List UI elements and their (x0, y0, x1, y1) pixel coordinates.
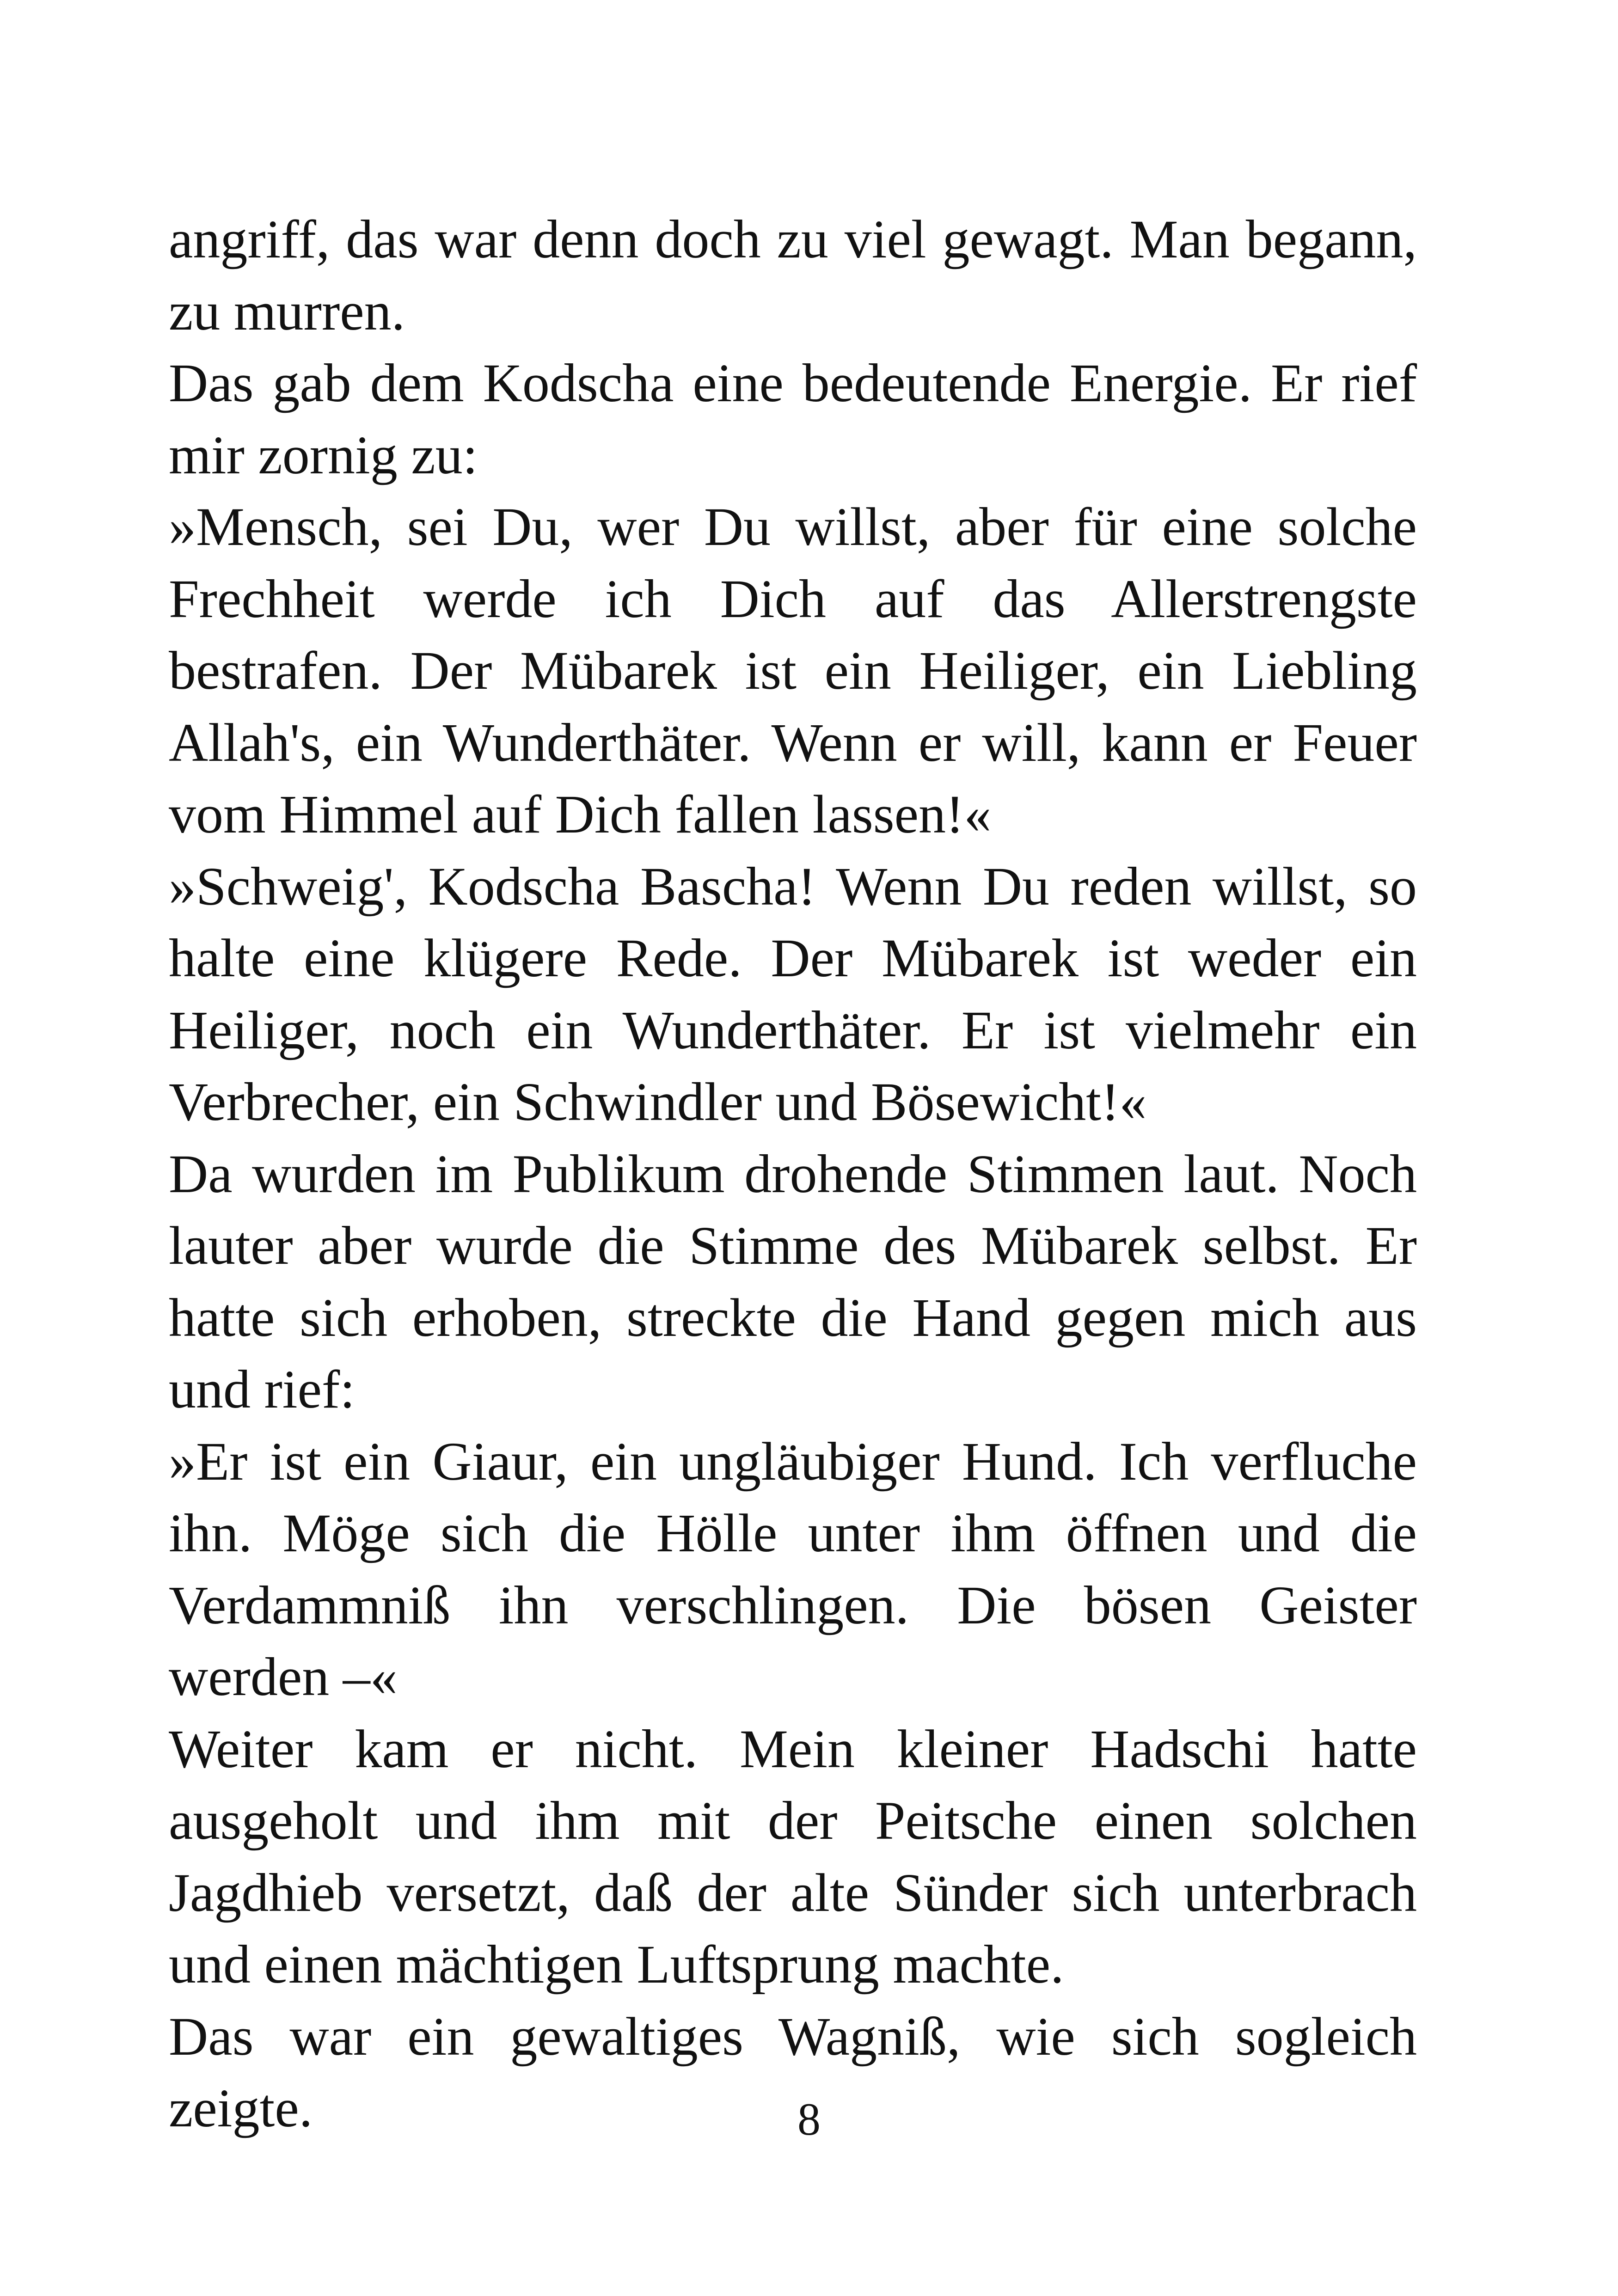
paragraph: Das war ein gewaltiges Wagniß, wie sich sogleich zeigte. (169, 2006, 1417, 2138)
page-number: 8 (797, 2094, 821, 2145)
paragraph: Das gab dem Kodscha eine bedeutende Energie. Er rief mir zornig zu: (169, 353, 1417, 485)
paragraph: »Mensch, sei Du, wer Du willst, aber für eine solche Frechheit werde ich Dich auf das Allerstrengste bestrafen. Der Mübarek ist ein Heiliger, ein Liebling Allah's, ein Wunderthäter. Wenn er will, kann er Feuer vom Himmel auf Dich fallen lassen!« (169, 496, 1417, 845)
body-text (169, 203, 1417, 2144)
paragraph: »Er ist ein Giaur, ein ungläubiger Hund. Ich verfluche ihn. Möge sich die Hölle unter ihm öffnen und die Verdammniß ihn verschlingen. Die bösen Geister werden –« (169, 1431, 1417, 1707)
paragraph: angriff, das war denn doch zu viel gewagt. Man begann, zu murren. (169, 209, 1417, 342)
paragraph: Da wurden im Publikum drohende Stimmen laut. Noch lauter aber wurde die Stimme des Mübarek selbst. Er hatte sich erhoben, streckte die Hand gegen mich aus und rief: (169, 1143, 1417, 1420)
paragraph: »Schweig', Kodscha Bascha! Wenn Du reden willst, so halte eine klügere Rede. Der Mübarek ist weder ein Heiliger, noch ein Wunderthäter. Er ist vielmehr ein Verbrecher, ein Schwindler und Bösewicht!« (169, 856, 1417, 1132)
paragraph: Weiter kam er nicht. Mein kleiner Hadschi hatte ausgeholt und ihm mit der Peitsche einen solchen Jagdhieb versetzt, daß der alte Sünder sich unterbrach und einen mächtigen Luftsprung machte. (169, 1718, 1417, 1995)
